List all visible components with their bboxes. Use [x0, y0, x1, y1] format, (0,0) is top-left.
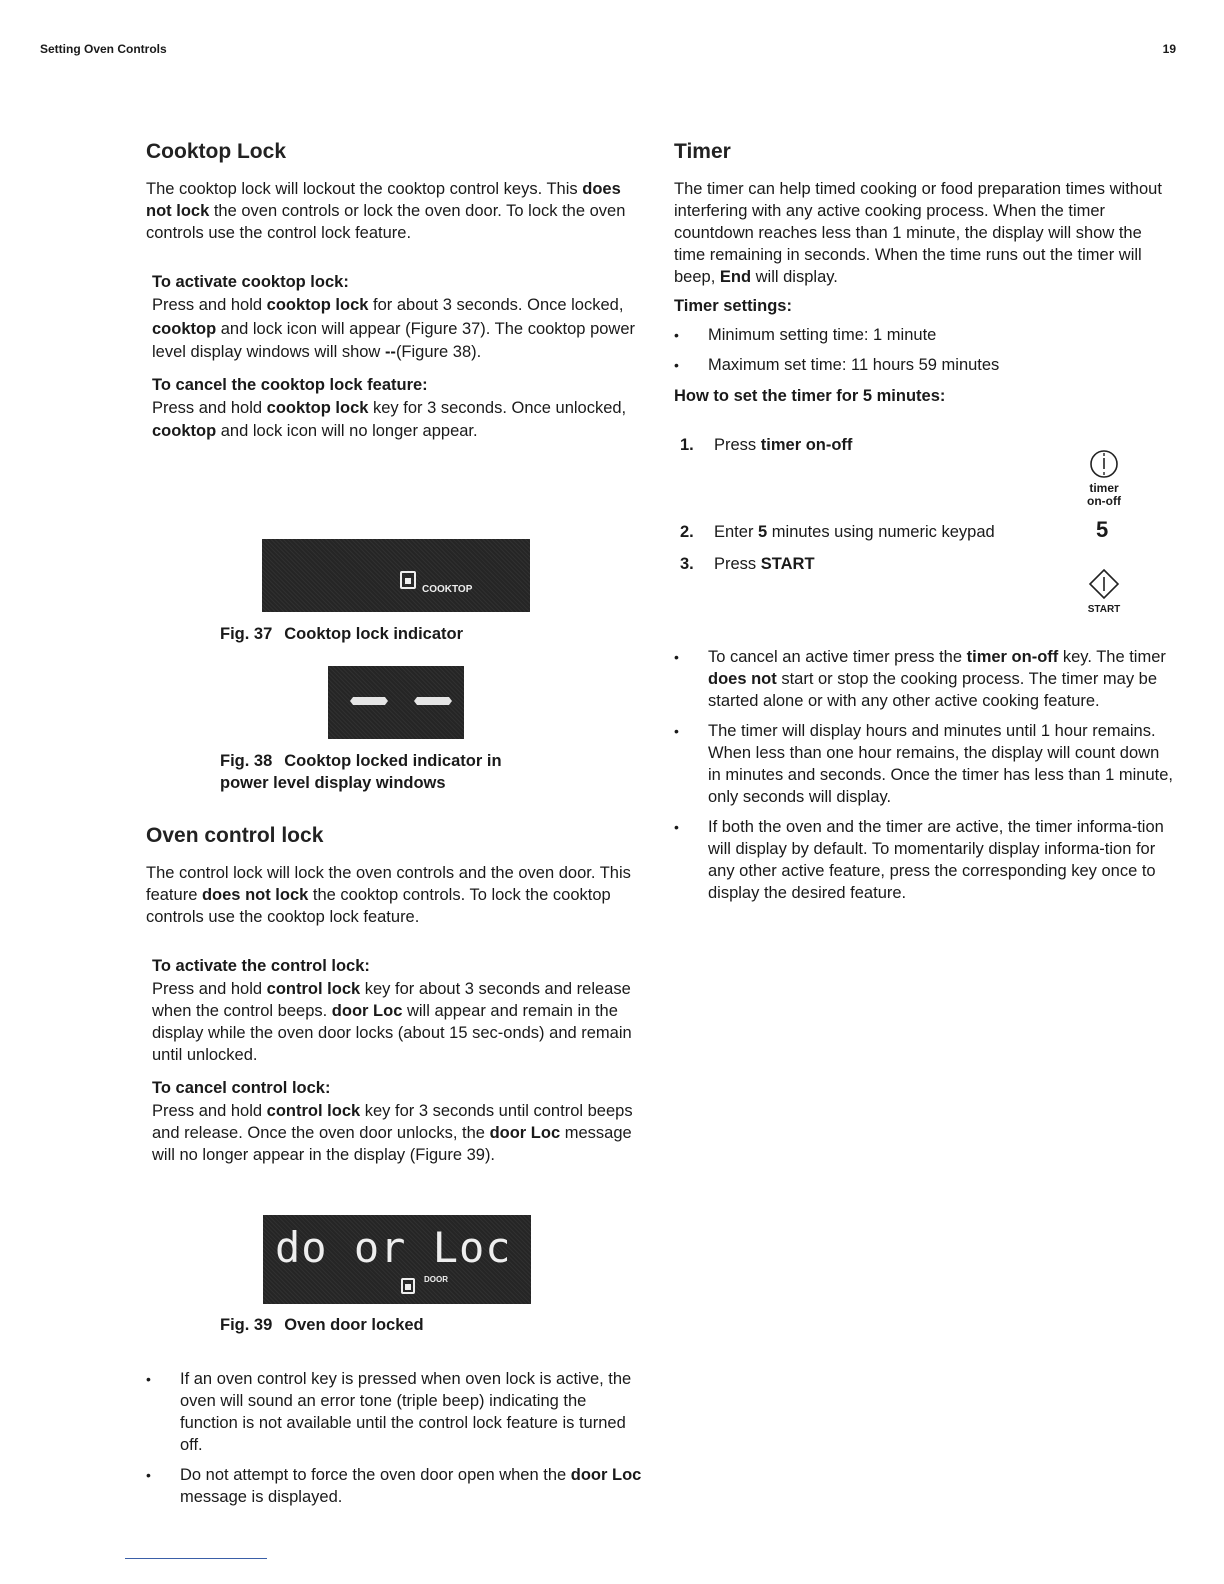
cooktop-lock-display [262, 539, 530, 612]
list-item: • Minimum setting time: 1 minute [674, 324, 1174, 346]
dash-segment-right [414, 697, 452, 705]
timer-settings-list [674, 324, 1174, 376]
start-key: START [1076, 568, 1132, 616]
list-item: • The timer will display hours and minutes until 1 hour remains. When less than one hour remains, the display will count down in minutes and seconds. Once the timer has less than 1 minute, only seconds will display. [674, 720, 1174, 808]
door-display-label: DOOR [424, 1275, 448, 1284]
door-lock-icon [401, 1278, 415, 1294]
door-loc-readout: do or Loc [275, 1223, 512, 1272]
activate-control-lock-text: Press and hold control lock key for about 3 seconds and release when the control beeps. door Loc will appear and remain in the display while the oven door locks (about 15 sec-onds) and remain until unlocked. [152, 980, 632, 1064]
oven-control-lock-intro: The control lock will lock the oven controls and the oven door. This feature does not lock the cooktop controls. To lock the cooktop controls use the cooktop lock feature. [146, 864, 631, 926]
right-column [674, 140, 1174, 902]
list-item: • Do not attempt to force the oven door open when the door Loc message is displayed. [146, 1464, 646, 1508]
timer-on-off-key: timer on-off [1076, 448, 1132, 508]
control-lock-notes [146, 1368, 646, 1516]
oven-control-lock-title: Oven control lock [146, 824, 324, 847]
timer-howto-heading: How to set the timer for 5 minutes: [674, 387, 946, 405]
timer-intro: The timer can help timed cooking or food preparation times without interfering with any active cooking process. When the timer countdown reaches less than 1 minute, the display will show the time remaining in seconds. When the time runs out the timer will beep, End will display. [674, 180, 1162, 286]
running-header: Setting Oven Controls [40, 42, 167, 56]
fig39-caption: Fig. 39 Oven door locked [220, 1316, 424, 1334]
dash-segment-left [350, 697, 388, 705]
list-item: 3. Press START [680, 555, 815, 573]
start-icon [1088, 568, 1120, 600]
cancel-cooktop-lock-text: Press and hold cooktop lock key for 3 seconds. Once unlocked, cooktop and lock icon will no longer appear. [152, 398, 627, 440]
power-level-display [328, 666, 464, 739]
list-item: • Maximum set time: 11 hours 59 minutes [674, 354, 1174, 376]
activate-cooktop-lock-text: Press and hold cooktop lock for about 3 seconds. Once locked, cooktop and lock icon will appear (Figure 37). The cooktop power level display windows will show --(Figure 38). [152, 296, 636, 361]
timer-icon [1088, 448, 1120, 480]
door-lock-display [263, 1215, 531, 1304]
activate-cooktop-lock-heading: To activate cooktop lock: [152, 273, 349, 291]
lock-icon [400, 571, 416, 589]
list-item: • If an oven control key is pressed when oven lock is active, the oven will sound an error tone (triple beep) indicating the function is not available until the control lock feature is turned off. [146, 1368, 646, 1456]
cancel-cooktop-lock-heading: To cancel the cooktop lock feature: [152, 375, 428, 394]
timer-title: Timer [674, 140, 731, 163]
list-item: 2. Enter 5 minutes using numeric keypad [680, 523, 995, 541]
digit-5-key: 5 [1096, 517, 1109, 542]
cancel-control-lock-text: Press and hold control lock key for 3 seconds until control beeps and release. Once the oven door unlocks, the door Loc message will no longer appear in the display (Figure 39). [152, 1102, 633, 1164]
timer-settings-heading: Timer settings: [674, 297, 792, 315]
fig37-caption: Fig. 37 Cooktop lock indicator [220, 625, 464, 643]
cooktop-display-label: COOKTOP [422, 584, 473, 595]
list-item: • To cancel an active timer press the timer on-off key. The timer does not start or stop the cooking process. The timer may be started alone or with any other active cooking feature. [674, 646, 1174, 712]
list-item: 1. Press timer on-off [680, 436, 853, 454]
cooktop-lock-intro: The cooktop lock will lockout the cooktop control keys. This does not lock the oven controls or lock the oven door. To lock the oven controls use the control lock feature. [146, 180, 626, 242]
cancel-control-lock-heading: To cancel control lock: [152, 1079, 331, 1097]
footnote-rule [125, 1558, 267, 1559]
list-item: • If both the oven and the timer are active, the timer informa-tion will display by default. To momentarily display informa-tion for any other active feature, press the corresponding key once to display the desired feature. [674, 816, 1174, 904]
left-column [146, 140, 646, 1506]
page-number: 19 [1162, 42, 1176, 56]
timer-notes [674, 646, 1174, 912]
activate-control-lock-heading: To activate the control lock: [152, 957, 370, 975]
cooktop-lock-title: Cooktop Lock [146, 140, 286, 163]
fig38-caption: Fig. 38 Cooktop locked indicator in power level display windows [220, 752, 502, 792]
